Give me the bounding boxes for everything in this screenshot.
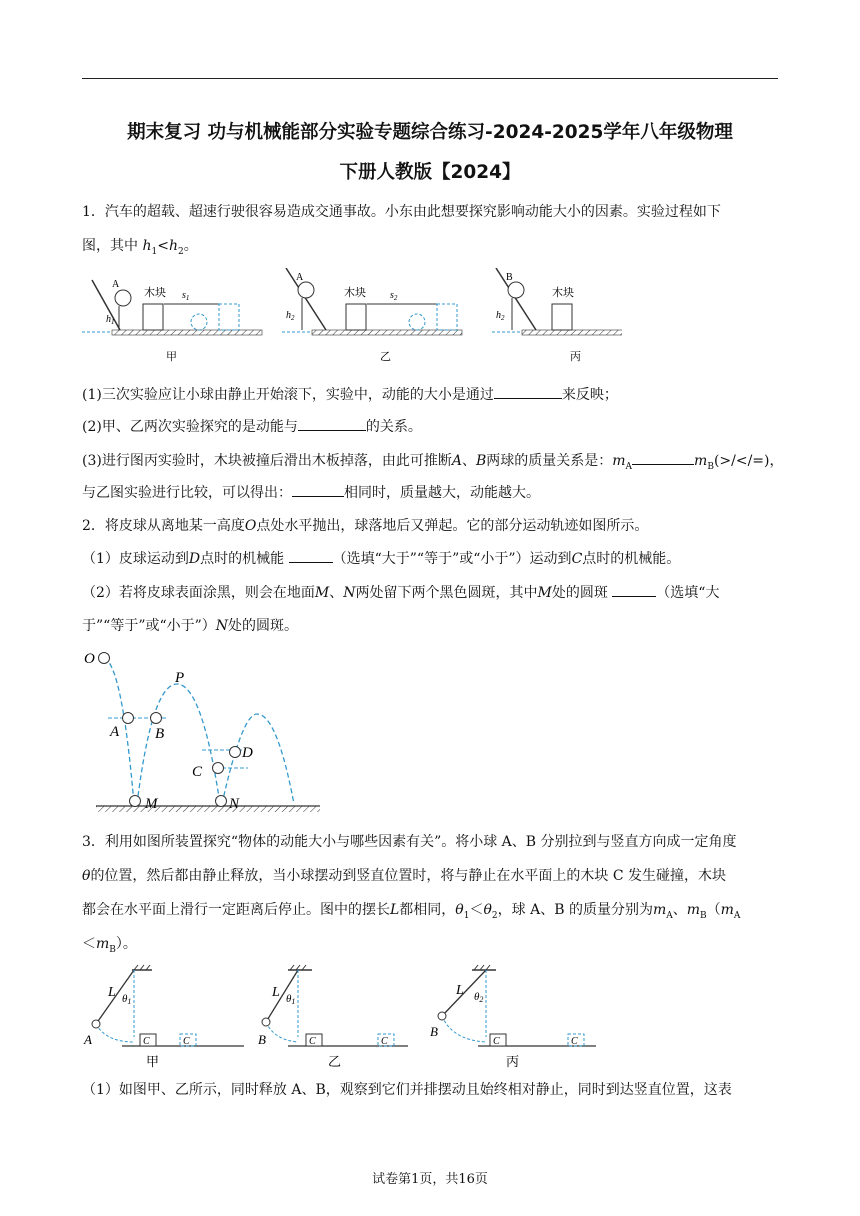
q1-sub2: (2)甲、乙两次实验探究的是动能与 的关系。 [82,416,782,437]
svg-text:s1: $s_1$ [182,290,190,302]
svg-text:C: C [381,1036,388,1047]
svg-text:C: C [143,1036,150,1047]
svg-text:A: A [84,1032,92,1047]
answer-blank[interactable] [289,548,333,563]
svg-text:θ1: θ1 [286,993,296,1006]
svg-text:木块: 木块 [144,287,166,299]
ball-a-icon [298,282,314,298]
q3-figure [82,962,602,1074]
svg-text:A: A [110,724,120,740]
svg-text:乙: 乙 [380,351,391,363]
svg-text:甲: 甲 [146,1054,160,1069]
q1-sub1: (1)三次实验应让小球由静止开始滚下，实验中，动能的大小是通过 来反映； [82,384,782,405]
svg-text:M: M [145,796,158,812]
q1-panel-jia [82,279,262,363]
q3-sub1: （1）如图甲、乙所示，同时释放 A、B，观察到它们并排摆动且始终相对静止，同时到达竖直位置，这表 [82,1082,732,1098]
block-icon [346,304,366,330]
svg-text:C: C [183,1036,190,1047]
q2-sub1: （1）皮球运动到D点时的机械能 （选填“大于”“等于”或“小于”）运动到C点时的机械能。 [82,548,782,569]
q1-stem-line1: 1．汽车的超载、超速行驶很容易造成交通事故。小东由此想要探究影响动能大小的因素。实验过程如下 [82,204,721,220]
svg-text:h2: $h_2$ [286,310,295,322]
svg-text:L: L [456,983,464,998]
svg-text:木块: 木块 [344,287,366,299]
ball-b-icon [262,1018,270,1026]
block-icon [552,304,572,330]
ball-d-icon [230,747,241,758]
svg-text:L: L [272,985,280,1000]
q1-panel-yi [282,268,462,363]
q3-panel-bing [430,965,596,1069]
ball-a-icon [92,1020,100,1028]
page-title: 期末复习 功与机械能部分实验专题综合练习-2024-2025学年八年级物理 [127,122,733,143]
q1-sub3: (3)进行图丙实验时，木块被撞后滑出木板掉落，由此可推断A、B两球的质量关系是：$m_A$ $m_B(>/</=)$， [82,450,782,477]
svg-text:L: L [108,985,116,1000]
block-icon [143,304,163,330]
svg-text:A: A [296,272,304,283]
svg-text:D: D [242,745,253,761]
q1-sub3-line2: 与乙图实验进行比较，可以得出： 相同时，质量越大，动能越大。 [82,482,782,503]
answer-blank[interactable] [494,384,562,399]
q3-stem-line4: $<m_B$）。 [82,936,137,955]
svg-text:θ1: θ1 [122,993,132,1006]
q2-sub2: （2）若将皮球表面涂黑，则会在地面M、N两处留下两个黑色圆斑，其中M处的圆斑 （选填“大 [82,582,782,603]
ball-b-icon [151,713,162,724]
answer-blank[interactable] [298,416,366,431]
ball-b-icon [438,1012,446,1020]
svg-text:h2: $h_2$ [496,310,505,322]
svg-text:O: O [84,651,95,667]
svg-text:h1: $h_1$ [106,314,115,326]
header-rule [82,78,778,79]
page-footer: 试卷第1页，共16页 [372,1172,488,1187]
svg-text:s2: $s_2$ [390,290,398,302]
svg-text:N: N [229,796,240,812]
svg-text:木块: 木块 [552,287,574,299]
answer-blank[interactable] [612,582,656,597]
ball-o-icon [99,653,110,664]
svg-text:丙: 丙 [506,1054,520,1069]
svg-text:A: A [112,279,120,290]
ball-a-icon [115,290,131,306]
q3-panel-jia [83,965,244,1069]
ball-a-icon [123,713,134,724]
svg-text:B: B [430,1024,438,1039]
svg-text:乙: 乙 [328,1054,342,1069]
q3-panel-yi [258,965,408,1069]
svg-text:θ2: θ2 [474,991,484,1004]
svg-text:丙: 丙 [570,351,581,363]
q3-stem-line2: θ的位置，然后都由静止释放，当小球摆动到竖直位置时，将与静止在水平面上的木块 C 发生碰撞，木块 [82,868,727,884]
answer-blank[interactable] [632,450,694,465]
svg-text:甲: 甲 [166,351,177,363]
page-title-line2: 下册人教版【2024】 [339,162,521,183]
ball-n-icon [216,796,227,807]
svg-text:B: B [506,272,513,283]
q1-panel-bing [492,268,622,363]
q1-figure [82,268,622,368]
q2-sub2-line2: 于”“等于”或“小于”）N处的圆斑。 [82,618,299,634]
q2-figure [82,644,342,822]
svg-text:C: C [571,1036,578,1047]
q2-stem: 2．将皮球从离地某一高度O点处水平抛出，球落地后又弹起。它的部分运动轨迹如图所示。 [82,518,649,534]
ball-b-icon [508,282,524,298]
q3-stem-line1: 3．利用如图所装置探究“物体的动能大小与哪些因素有关”。将小球 A、B 分别拉到与竖直方向成一定角度 [82,834,737,850]
answer-blank[interactable] [292,482,344,497]
ball-m-icon [130,796,141,807]
svg-text:C: C [493,1036,500,1047]
q3-stem-line3: 都会在水平面上滑行一定距离后停止。图中的摆长L都相同，$\theta_1<\theta_2$，球 A、B 的质量分别为$m_A$、$m_B(m_A$ [82,902,741,921]
ball-c-icon [213,763,224,774]
svg-text:C: C [309,1036,316,1047]
svg-text:B: B [258,1032,266,1047]
q1-stem-line2: 图，其中 $h_1<h_2$。 [82,238,198,257]
svg-text:P: P [175,670,185,686]
svg-text:C: C [192,764,203,780]
svg-text:B: B [155,726,165,742]
